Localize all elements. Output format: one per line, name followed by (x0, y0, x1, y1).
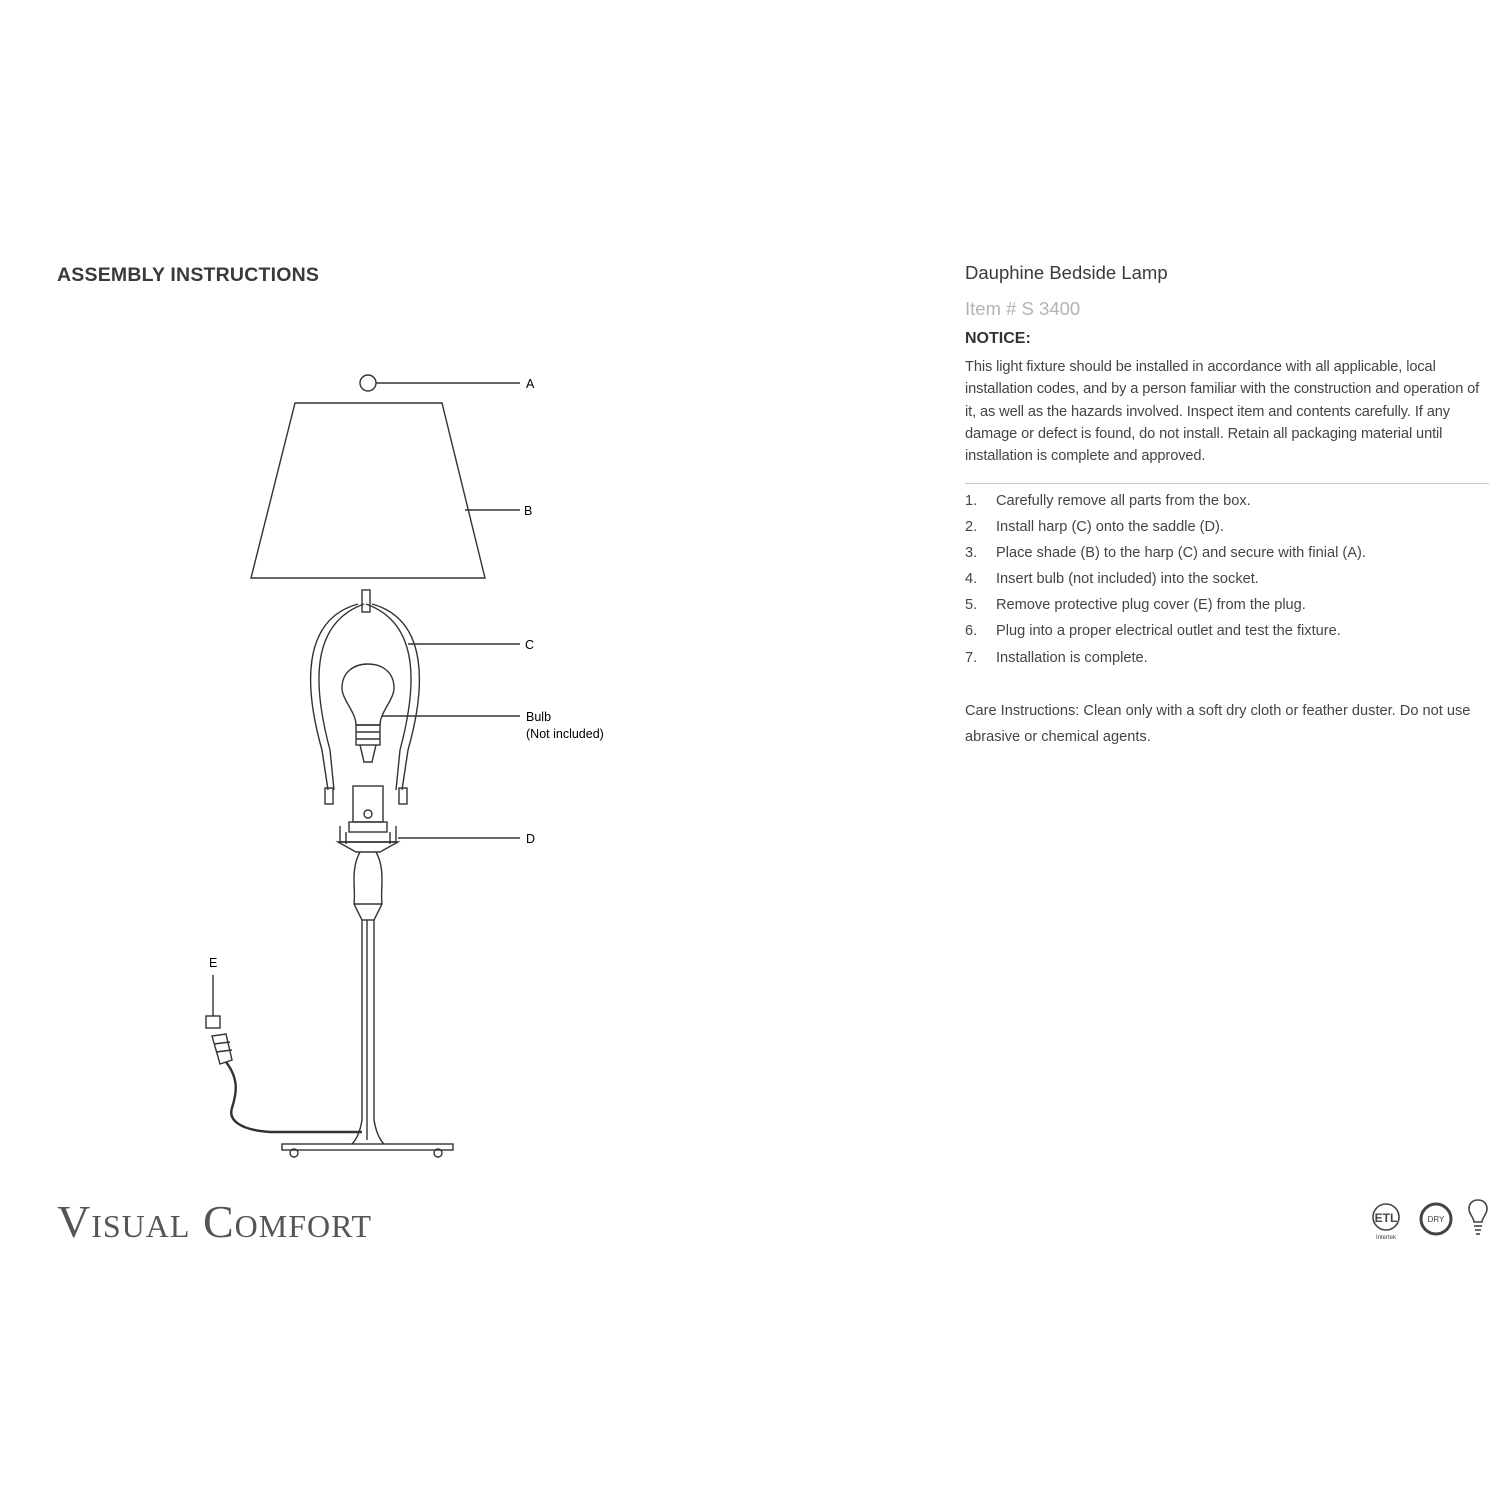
lamp-diagram (0, 0, 700, 1180)
steps-list (965, 490, 1490, 673)
step-text: Install harp (C) onto the saddle (D). (996, 519, 1224, 536)
dry-location-icon (1421, 1204, 1451, 1234)
brand-word-2: Comfort (202, 1196, 373, 1247)
callout-bulb-note: (Not included) (526, 727, 604, 741)
callout-b: B (524, 504, 533, 518)
brand-word-1: Visual (57, 1196, 191, 1247)
step-item (965, 620, 1490, 646)
page-heading: ASSEMBLY INSTRUCTIONS (57, 264, 320, 286)
step-text: Plug into a proper electrical outlet and test the fixture. (996, 623, 1341, 640)
step-text: Installation is complete. (996, 649, 1148, 666)
step-item (965, 594, 1490, 620)
item-number: Item # S 3400 (965, 298, 1081, 319)
callout-a: A (526, 377, 535, 391)
step-number: 2. (965, 519, 978, 536)
step-item (965, 542, 1490, 568)
step-text: Carefully remove all parts from the box. (996, 493, 1251, 509)
step-item (965, 516, 1490, 542)
callout-d: D (526, 832, 536, 846)
dry-label: DRY (1427, 1215, 1445, 1224)
etl-sub: Intertek (1375, 1235, 1397, 1241)
notice-label: NOTICE: (965, 330, 1031, 347)
step-number: 3. (965, 545, 978, 562)
harp-part (311, 590, 420, 804)
socket-saddle-part (338, 786, 398, 852)
step-number: 7. (965, 649, 978, 666)
step-item (965, 647, 1490, 673)
care-instructions: Care Instructions: Clean only with a soft dry cloth or feather duster. Do not use abrasive or chemical agents. (965, 703, 1471, 745)
step-text: Place shade (B) to the harp (C) and secure with finial (A). (996, 545, 1366, 562)
step-item (965, 490, 1490, 516)
certification-icons (1366, 1198, 1496, 1246)
finial-part (360, 375, 376, 391)
step-text: Remove protective plug cover (E) from the plug. (996, 597, 1306, 614)
step-number: 1. (965, 493, 978, 509)
step-item (965, 568, 1490, 594)
notice-text: This light fixture should be installed in accordance with all applicable, local installation codes, and by a person familiar with the construction and operation of it, as well as the hazards involved. Inspect item and contents carefully. If any damage or defect is found, do not install. Retain all packaging material until installation is complete and approved. (965, 359, 1480, 465)
cord-plug-part (206, 975, 362, 1132)
step-number: 4. (965, 571, 978, 588)
brand-logo (57, 1195, 372, 1248)
lamp-body-part (282, 852, 453, 1157)
etl-listed-icon (1373, 1204, 1399, 1241)
etl-mark: ETL (1374, 1211, 1398, 1225)
step-number: 5. (965, 597, 978, 614)
callout-c: C (525, 638, 535, 652)
bulb-icon (1469, 1200, 1487, 1234)
bulb-part (342, 664, 394, 762)
divider (965, 483, 1489, 484)
shade-part (251, 403, 485, 578)
product-title: Dauphine Bedside Lamp (965, 262, 1168, 283)
step-text: Insert bulb (not included) into the socket. (996, 571, 1259, 588)
callout-bulb: Bulb (526, 710, 552, 724)
step-number: 6. (965, 623, 978, 640)
callout-e: E (209, 956, 218, 970)
